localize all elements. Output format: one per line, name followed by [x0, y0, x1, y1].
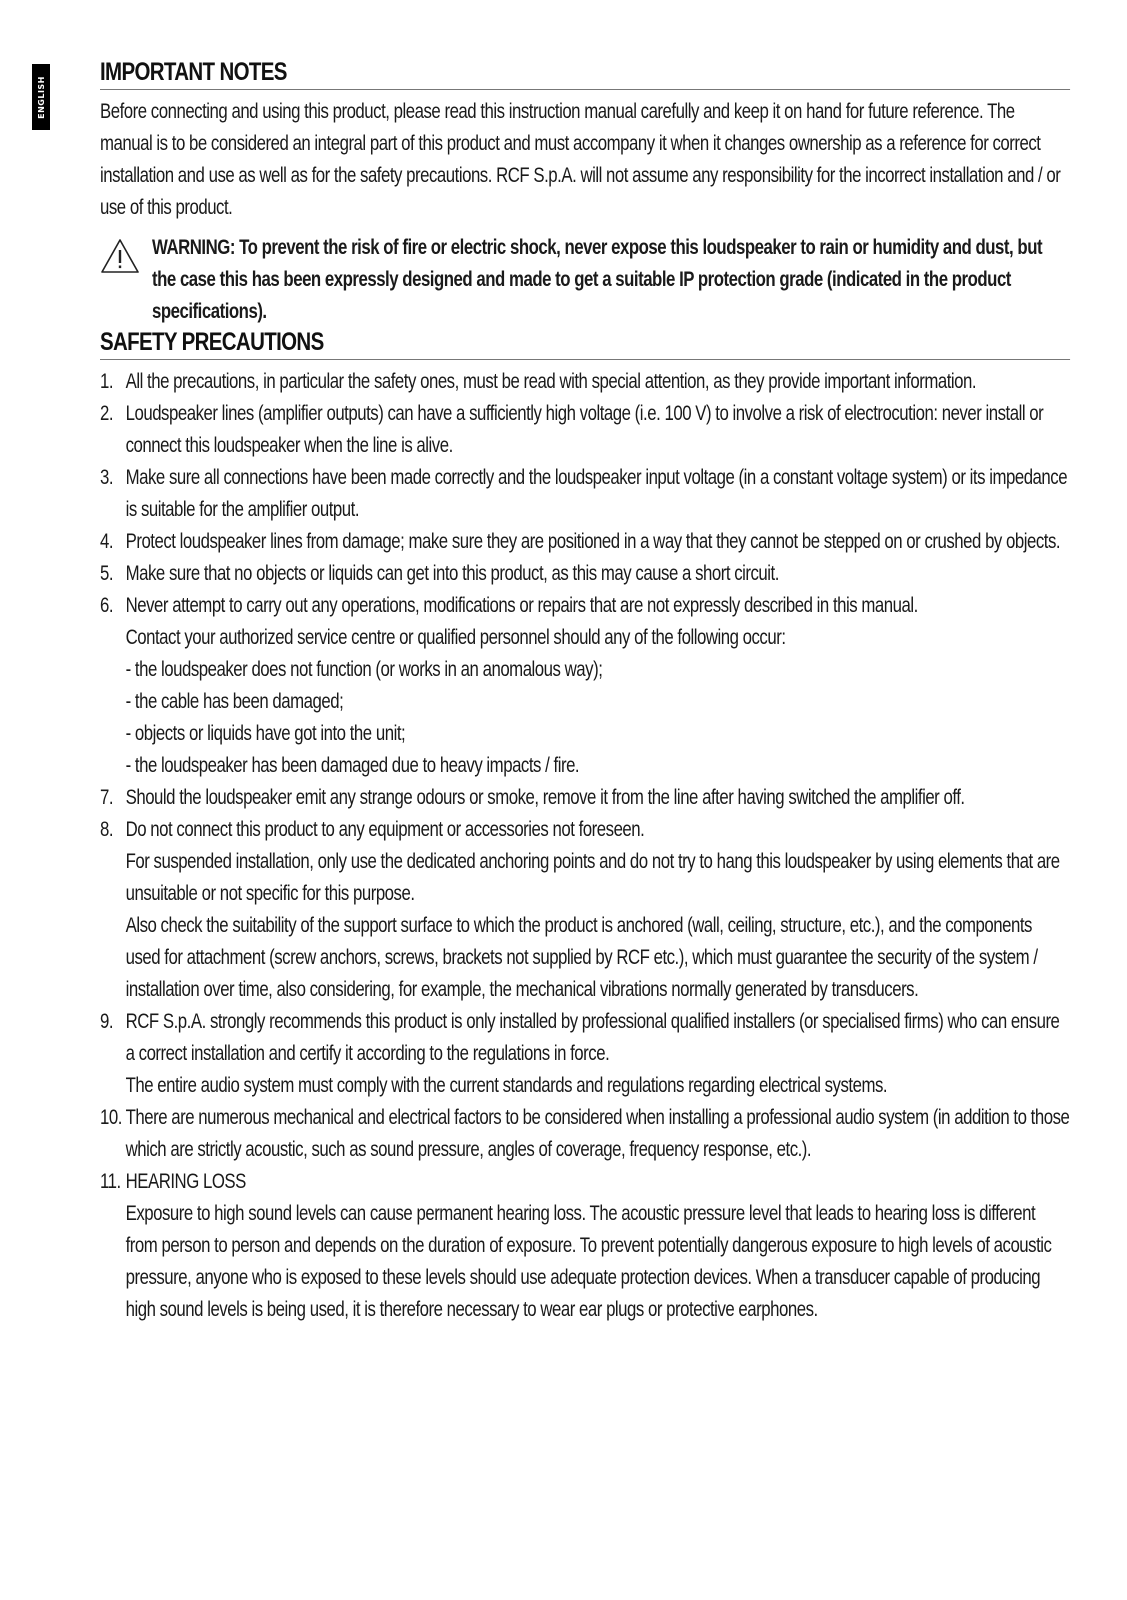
safety-item-text: All the precautions, in particular the safety ones, must be read with special attention, as they provide important information.	[125, 370, 977, 393]
safety-item	[100, 782, 1070, 814]
important-notes-heading: IMPORTANT NOTES	[100, 58, 1070, 90]
important-notes-body: Before connecting and using this product, please read this instruction manual carefully and keep it on hand for future reference. The manual is to be considered an integral part of this product and must accompany it when it changes ownership as a reference for correct installation and use as well as for the safety precautions. RCF S.p.A. will not assume any responsibility for the incorrect installation and / or use of this product.	[100, 100, 1061, 219]
safety-item-text: - objects or liquids have got into the unit;	[125, 722, 406, 745]
safety-item-number: 6.	[100, 594, 114, 617]
safety-item	[100, 590, 1070, 782]
warning-label: WARNING:	[152, 236, 235, 259]
safety-item-text: For suspended installation, only use the dedicated anchoring points and do not try to hang this loudspeaker by using elements that are unsuitable or not specific for this purpose.	[125, 850, 1060, 905]
safety-item-number: 5.	[100, 562, 114, 585]
safety-item-number: 1.	[100, 370, 114, 393]
safety-item	[100, 462, 1070, 526]
safety-item-number: 11.	[100, 1170, 121, 1193]
safety-list	[100, 366, 1070, 1326]
safety-item-text: Do not connect this product to any equipment or accessories not foreseen.	[125, 818, 645, 841]
safety-precautions-heading: SAFETY PRECAUTIONS	[100, 328, 1070, 360]
safety-item-text: Contact your authorized service centre or qualified personnel should any of the following occur:	[125, 626, 786, 649]
safety-item-text: RCF S.p.A. strongly recommends this product is only installed by professional qualified installers (or specialised firms) who can ensure a correct installation and certify it according to the regulations in force.	[125, 1010, 1060, 1065]
safety-item-text: The entire audio system must comply with the current standards and regulations regarding electrical systems.	[125, 1074, 888, 1097]
language-tab	[32, 64, 50, 130]
safety-item	[100, 814, 1070, 1006]
safety-item-number: 10.	[100, 1106, 122, 1129]
safety-item-text: - the cable has been damaged;	[125, 690, 344, 713]
safety-item-text: Make sure that no objects or liquids can get into this product, as this may cause a short circuit.	[125, 562, 779, 585]
safety-item-number: 4.	[100, 530, 114, 553]
safety-item-text: Also check the suitability of the support surface to which the product is anchored (wall, ceiling, structure, etc.), and the components used for attachment (screw anchors, screws, brackets not supplied by RCF etc.), which must guarantee the security of the system / installation over time, also considering, for example, the mechanical vibrations normally generated by transducers.	[125, 914, 1038, 1001]
safety-item-number: 3.	[100, 466, 114, 489]
safety-item	[100, 398, 1070, 462]
safety-item	[100, 1006, 1070, 1102]
safety-item	[100, 526, 1070, 558]
safety-item-text: There are numerous mechanical and electrical factors to be considered when installing a professional audio system (in addition to those which are strictly acoustic, such as sound pressure, angles of coverage, frequency response, etc.).	[125, 1106, 1070, 1161]
safety-item	[100, 1102, 1070, 1166]
safety-item	[100, 1166, 1070, 1326]
safety-item-text: - the loudspeaker has been damaged due to heavy impacts / fire.	[125, 754, 580, 777]
language-tab-label: ENGLISH	[36, 75, 46, 119]
warning-text: To prevent the risk of fire or electric shock, never expose this loudspeaker to rain or humidity and dust, but the case this has been expressly designed and made to get a suitable IP protection grade (indicated in the product specifications).	[152, 236, 1043, 323]
warning-block	[100, 232, 1070, 328]
safety-item-text: Exposure to high sound levels can cause permanent hearing loss. The acoustic pressure level that leads to hearing loss is different from person to person and depends on the duration of exposure. To prevent potentially dangerous exposure to high levels of acoustic pressure, anyone who is exposed to these levels should use adequate protection devices. When a transducer capable of producing high sound levels is being used, it is therefore necessary to wear ear plugs or protective earphones.	[125, 1202, 1052, 1321]
safety-item-text: - the loudspeaker does not function (or works in an anomalous way);	[125, 658, 603, 681]
safety-item-text: Never attempt to carry out any operations, modifications or repairs that are not expressly described in this manual.	[125, 594, 918, 617]
warning-triangle-icon	[100, 238, 140, 274]
safety-item-text: Protect loudspeaker lines from damage; make sure they are positioned in a way that they cannot be stepped on or crushed by objects.	[125, 530, 1061, 553]
safety-item-number: 7.	[100, 786, 114, 809]
safety-item-text: Loudspeaker lines (amplifier outputs) can have a sufficiently high voltage (i.e. 100 V) to involve a risk of electrocution: never install or connect this loudspeaker when the line is alive.	[125, 402, 1044, 457]
safety-item-number: 2.	[100, 402, 114, 425]
safety-item	[100, 558, 1070, 590]
safety-item-text: HEARING LOSS	[125, 1170, 246, 1193]
safety-item-text: Should the loudspeaker emit any strange odours or smoke, remove it from the line after having switched the amplifier off.	[125, 786, 965, 809]
safety-item-text: Make sure all connections have been made correctly and the loudspeaker input voltage (in a constant voltage system) or its impedance is suitable for the amplifier output.	[125, 466, 1068, 521]
page-content	[100, 58, 1070, 1326]
safety-item-number: 8.	[100, 818, 114, 841]
safety-item	[100, 366, 1070, 398]
safety-item-number: 9.	[100, 1010, 114, 1033]
